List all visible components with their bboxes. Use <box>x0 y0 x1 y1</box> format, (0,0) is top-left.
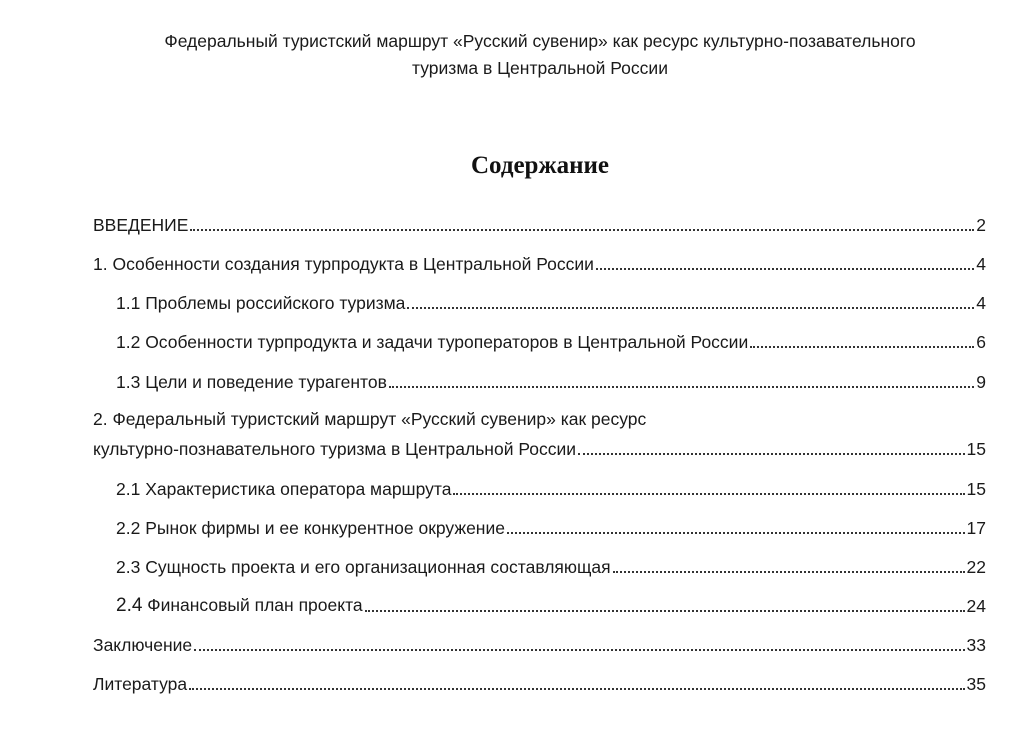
toc-entry-label: 2.2 Рынок фирмы и ее конкурентное окружение <box>116 518 505 538</box>
toc-entry-label: 1. Особенности создания турпродукта в Центральной России <box>93 254 594 274</box>
toc-entry-chapter-2[interactable] <box>93 435 986 461</box>
toc-page-number: 24 <box>966 596 986 616</box>
toc-entry-label: 1.1 Проблемы российского туризма <box>116 293 406 313</box>
toc-dot-leader <box>453 493 964 495</box>
toc-page-number: 4 <box>976 293 986 313</box>
toc-dot-leader <box>578 453 965 455</box>
toc-entry-section-1-3[interactable] <box>116 368 986 394</box>
document-header <box>120 28 960 82</box>
toc-entry-section-1-1[interactable] <box>116 289 986 315</box>
toc-dot-leader <box>750 346 974 348</box>
toc-entry-label-group <box>116 593 363 618</box>
toc-dot-leader <box>389 386 974 388</box>
document-header-line-2: туризма в Центральной России <box>412 58 668 78</box>
toc-entry-label: Финансовый план проекта <box>142 595 363 615</box>
toc-entry-section-2-3[interactable] <box>116 553 986 579</box>
toc-dot-leader <box>407 307 974 309</box>
toc-page-number: 17 <box>966 518 986 538</box>
toc-entry-section-2-2[interactable] <box>116 514 986 540</box>
toc-entry-label: Заключение <box>93 635 193 655</box>
toc-entry-label: 2.1 Характеристика оператора маршрута <box>116 479 452 499</box>
toc-entry-label: 1.2 Особенности турпродукта и задачи туроператоров в Центральной России <box>116 332 749 352</box>
toc-dot-leader <box>596 268 974 270</box>
toc-page-number: 35 <box>966 674 986 694</box>
toc-entry-section-1-2[interactable] <box>116 328 986 354</box>
toc-dot-leader <box>613 571 965 573</box>
toc-entry-label: Литература <box>93 674 188 694</box>
toc-entry-label: ВВЕДЕНИЕ <box>93 215 189 235</box>
toc-entry-label: 1.3 Цели и поведение турагентов <box>116 372 387 392</box>
toc-title: Содержание <box>470 152 609 179</box>
toc-entry-intro[interactable] <box>93 211 986 237</box>
toc-page-number: 2 <box>976 215 986 235</box>
toc-dot-leader <box>190 229 974 231</box>
toc-page-number: 33 <box>966 635 986 655</box>
toc-page-number: 4 <box>976 254 986 274</box>
toc-entry-label: культурно-познавательного туризма в Центральной России <box>93 439 577 459</box>
toc-dot-leader <box>507 532 965 534</box>
toc-page-number: 15 <box>966 479 986 499</box>
toc-page-number: 6 <box>976 332 986 352</box>
document-header-line-1: Федеральный туристский маршрут «Русский сувенир» как ресурс культурно-позавательного <box>164 31 916 51</box>
toc-page-number: 22 <box>966 557 986 577</box>
toc-entry-label: 2.3 Сущность проекта и его организационная составляющая <box>116 557 611 577</box>
toc-page-number: 9 <box>976 372 986 392</box>
toc-page-number: 15 <box>966 439 986 459</box>
toc-entry-literature[interactable] <box>93 670 986 696</box>
toc-entry-section-2-4[interactable] <box>116 592 986 618</box>
toc-entry-chapter-1[interactable] <box>93 250 986 276</box>
toc-dot-leader <box>189 688 964 690</box>
toc-dot-leader <box>365 610 965 612</box>
toc-entry-conclusion[interactable] <box>93 631 986 657</box>
toc-entry-number: 2.4 <box>116 595 143 616</box>
toc-entry-chapter-2-line-1[interactable]: 2. Федеральный туристский маршрут «Русский сувенир» как ресурс <box>93 409 647 429</box>
toc-entry-section-2-1[interactable] <box>116 475 986 501</box>
toc-dot-leader <box>194 649 964 651</box>
